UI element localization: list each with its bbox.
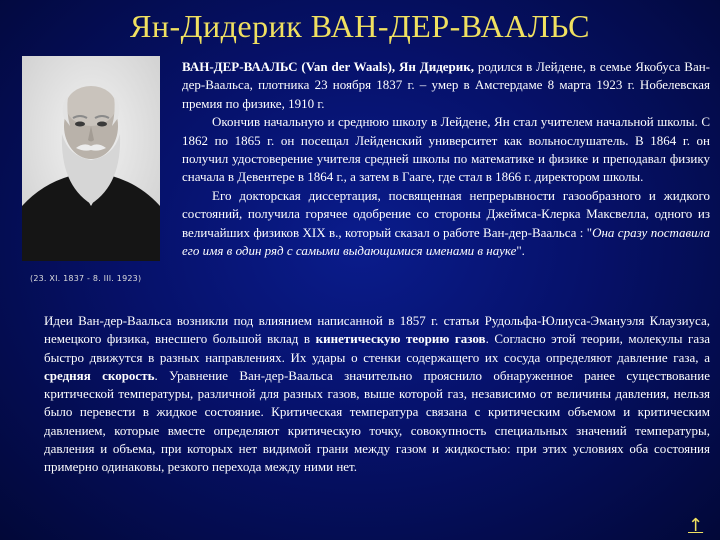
biography-paragraph-3 [182,187,710,261]
quote-end: ". [516,243,525,259]
birth-text: родился в Лейдене, в семье Якобуса Ван-дер-Ваальса, плотника 23 ноября 1837 г. – умер в Амстердаме 8 марта 1923 г. Нобелевская премия по физике, 1910 г. [182,59,710,111]
dissertation-text: Его докторская диссертация, посвященная непрерывности газообразного и жидкого состояний, получила горячее одобрение со стороны Джеймса-Клерка Максвелла, одного из величайших физиков XIX в., который сказал о работе Ван-дер-Ваальса : " [182,187,710,240]
theory-text-2: . Согласно этой теории, молекулы газа быстро движутся в разных направлениях. Их удары о стенки содержащего их сосуда определяют давление газа, а [44,331,710,365]
portrait-caption: (23. XI. 1837 - 8. III. 1923) [30,274,142,283]
biography-paragraph-2: Окончив начальную и среднюю школу в Лейдене, Ян стал учителем начальной школы. С 1862 по 1865 г. он посещал Лейденский университет как вольнослушатель. В 1864 г. он получил удостоверение учителя средней школы по математике и физике и преподавал физику сначала в Девентере в 1864 г., а затем в Гааге, где стал в 1866 г. директором школы. [182,114,710,185]
biography-text [182,58,710,260]
name-heading: ВАН-ДЕР-ВААЛЬС (Van der Waals), Ян Дидерик, [182,59,475,74]
maxwell-quote: Она сразу поставила его имя в один ряд с самыми выдающимися именами в науке [182,224,710,259]
portrait-photo [22,56,160,261]
biography-paragraph-1 [182,58,710,113]
kinetic-theory-term: кинетическую теорию газов [315,331,486,347]
theory-paragraph [44,312,710,477]
portrait-illustration [22,56,160,261]
theory-text-1: Идеи Ван-дер-Ваальса возникли под влиянием написанной в 1857 г. статьи Рудольфа-Юлиуса-Эмануэля Клаузиуса, немецкого физика, внесшего большой вклад в [44,313,710,347]
average-speed-term: средняя скорость [44,367,155,383]
theory-text-3: . Уравнение Ван-дер-Ваальса значительно прояснило обнаруженное ранее существование критической температуры, различной для разных газов, выше которой газ, независимо от величины давления, нельзя было перевести в жидкое состояние. Критическая температура связана с критическим объемом и критическим давлением, которые вместе определяют критическую точку, совокупность специальных значений температуры, давления и объема, при которых нет видимой грани между газом и жидкостью: при этих условиях оба состояния примерно одинаковы, резкого перехода между ними нет. [44,367,710,475]
slide-title: Ян-Дидерик ВАН-ДЕР-ВААЛЬС [130,8,590,44]
up-arrow-link[interactable]: ↑ [688,515,704,536]
